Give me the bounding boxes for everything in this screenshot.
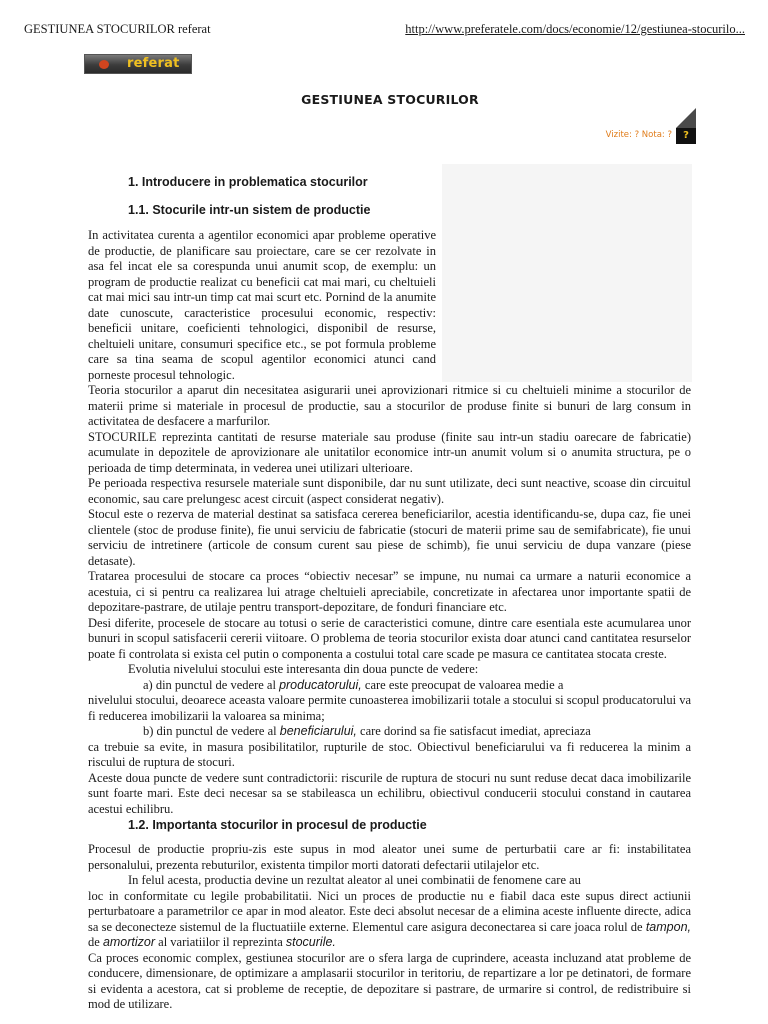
rating-widget[interactable]	[676, 108, 696, 144]
document-title: GESTIUNEA STOCURILOR	[301, 92, 479, 107]
page-header-title: GESTIUNEA STOCURILOR referat	[24, 22, 211, 36]
emphasis-text: producatorului,	[279, 677, 362, 692]
paragraph	[88, 889, 691, 951]
paragraph-point-a	[88, 678, 691, 694]
emphasis-text: beneficiarului,	[279, 724, 357, 738]
paragraph: Stocul este o rezerva de material destinat sa satisfaca cererea beneficiarilor, acestia identificandu-se, dupa caz, fie unei clientele (stoc de produse finite), fie unui serviciu de fabricatie (stocuri de materii prime sau de semifabricate), fie unui serviciu de intretinere (articole de consum curent sau piese de schimb), fie unui serviciu de dupa vanzare (piese detasate).	[88, 507, 691, 568]
paragraph: Ca proces economic complex, gestiunea stocurilor are o sfera larga de cuprindere, aceasta incluzand atat probleme de conducere, dimensionare, de optimizare a amplasarii stocurilor in teritoriu, de repartizare a lor pe detinatori, de formare si evidenta a acestora, cat si probleme de receptie, de depozitare si pastrare, de urmarire si control, de redistribuire si mod de utilizare.	[88, 950, 691, 1011]
document-body	[88, 383, 691, 1013]
section-heading-1: 1. Introducere in problematica stocurilor	[128, 175, 368, 189]
visits-rating-label: Vizite: ? Nota: ?	[605, 130, 672, 140]
intro-paragraph: In activitatea curenta a agentilor economici apar probleme operative de productie, de planificare sau proiectare, care se cer rezolvate in asa fel incat ele sa corespunda unui anumit scop, de exemplu: un program de productie realizat cu beneficii cat mai mari, cu cheltuieli cat mai mici sau intr-un timp cat mai scurt etc. Pornind de la anumite date cunoscute, caracteristice procesului economic, respectiv: beneficii unitare, coeficienti tehnologici, disponibil de resurse, cheltuieli unitare, consumuri specifice etc., se pot formula probleme care sa tina seama de scopul agentilor economici atunci cand porneste procesul tehnologic.	[88, 228, 436, 382]
referat-logo[interactable]	[84, 54, 192, 74]
image-placeholder	[442, 164, 692, 382]
text-run: care este preocupat de valoarea medie a	[361, 677, 564, 692]
text-run: care dorind sa fie satisfacut imediat, apreciaza	[356, 724, 591, 738]
text-run: de	[88, 935, 103, 949]
rating-corner-icon	[676, 108, 696, 128]
paragraph: ca trebuie sa evite, in masura posibilitatilor, rupturile de stoc. Obiectivul beneficiarului va fi reducerea la minim a riscului de ruptura de stocuri.	[88, 739, 691, 769]
rating-badge: ?	[676, 128, 696, 144]
section-heading-1-1: 1.1. Stocurile intr-un sistem de productie	[128, 203, 371, 217]
paragraph: Evolutia nivelului stocului este interesanta din doua puncte de vedere:	[128, 662, 479, 676]
paragraph: Tratarea procesului de stocare ca proces “obiectiv necesar” se impune, nu numai ca urmare a naturii economice a acestuia, ci si pentru ca realizarea lui atrage cheltuieli apreciabile, concretizate in afectarea unor importante spatii de depozitare-pastrare, de utilaje pentru transport-depozitare, de fonduri financiare etc.	[88, 569, 691, 614]
emphasis-text: stocurile.	[285, 935, 336, 949]
logo-text: referat	[127, 56, 180, 71]
text-run: al variatiilor il reprezinta	[155, 935, 286, 949]
paragraph-point-b	[88, 724, 691, 740]
paragraph: Pe perioada respectiva resursele materiale sunt disponibile, dar nu sunt utilizate, deci sunt neactive, scoase din circuitul economic, sau care prelungesc acest circuit (aspect considerat negativ).	[88, 476, 691, 506]
paragraph: Aceste doua puncte de vedere sunt contradictorii: riscurile de ruptura de stocuri nu sunt reduse decat daca imobilizarile sunt foarte mari. Este deci necesar sa se stabileasca un echilibru, obiectivul conducerii stocului constand in cautarea acestui echilibru.	[88, 770, 691, 816]
emphasis-text: amortizor	[102, 935, 156, 949]
paragraph: STOCURILE reprezinta cantitati de resurse materiale sau produse (finite sau intr-un stadiu oarecare de fabricatie) acumulate in depozitele de aprovizionare ale unitatilor economice intr-un anumit volum si o anumita structura, pe o perioada de timp determinata, in vederea unei utilizari ulterioare.	[88, 429, 691, 475]
paragraph: Procesul de productie propriu-zis este supus in mod aleator unei sume de perturbatii care ar fi: instabilitatea personalului, prezenta rebuturilor, existenta timpilor morti datorati defectarii utilajelor etc.	[88, 842, 691, 872]
source-url-link[interactable]: http://www.preferatele.com/docs/economie/12/gestiunea-stocurilo...	[405, 22, 745, 36]
emphasis-text: tampon,	[645, 919, 691, 934]
paragraph: In felul acesta, productia devine un rezultat aleator al unei combinatii de fenomene care au	[128, 873, 581, 887]
paragraph: Desi diferite, procesele de stocare au totusi o serie de caracteristici comune, dintre care esentiala este acumularea unor bunuri in scopul satisfacerii cererii viitoare. O problema de teoria stocurilor exista doar atunci cand cantitatea resurselor poate fi controlata si exista cel putin o componenta a costului total care scade pe masura ce cantitatea stocata creste.	[88, 615, 691, 661]
section-heading-1-2: 1.2. Importanta stocurilor in procesul de productie	[128, 818, 427, 832]
logo-icon	[99, 60, 109, 69]
text-run: b) din punctul de vedere al	[143, 724, 280, 738]
text-run: a) din punctul de vedere al	[143, 677, 280, 692]
text-run: loc in conformitate cu legile probabilitatii. Nici un proces de productie nu e fiabil daca este supus direct actiunii perturbatoare a parametrilor ce apar in mod aleator. Este deci absolut necesar de a elimina aceste influente directe, adica sa se deconecteze sistemul de la fluctuatiile externe. Elementul care asigura deconectarea si care joaca rolul de	[88, 888, 691, 934]
paragraph: nivelului stocului, deoarece aceasta valoare permite cunoasterea imobilizarii totale a stocului si scopul producatorului va fi reducerea imobilizarii la valoarea sa minima;	[88, 693, 691, 723]
paragraph: Teoria stocurilor a aparut din necesitatea asigurarii unei aprovizionari ritmice si cu cheltuieli minime a stocurilor de materii prime si materiale in procesul de productie, sau a stocurilor de produse finite si bunuri de larg consum in activitatea de desfacere a marfurilor.	[88, 383, 691, 428]
